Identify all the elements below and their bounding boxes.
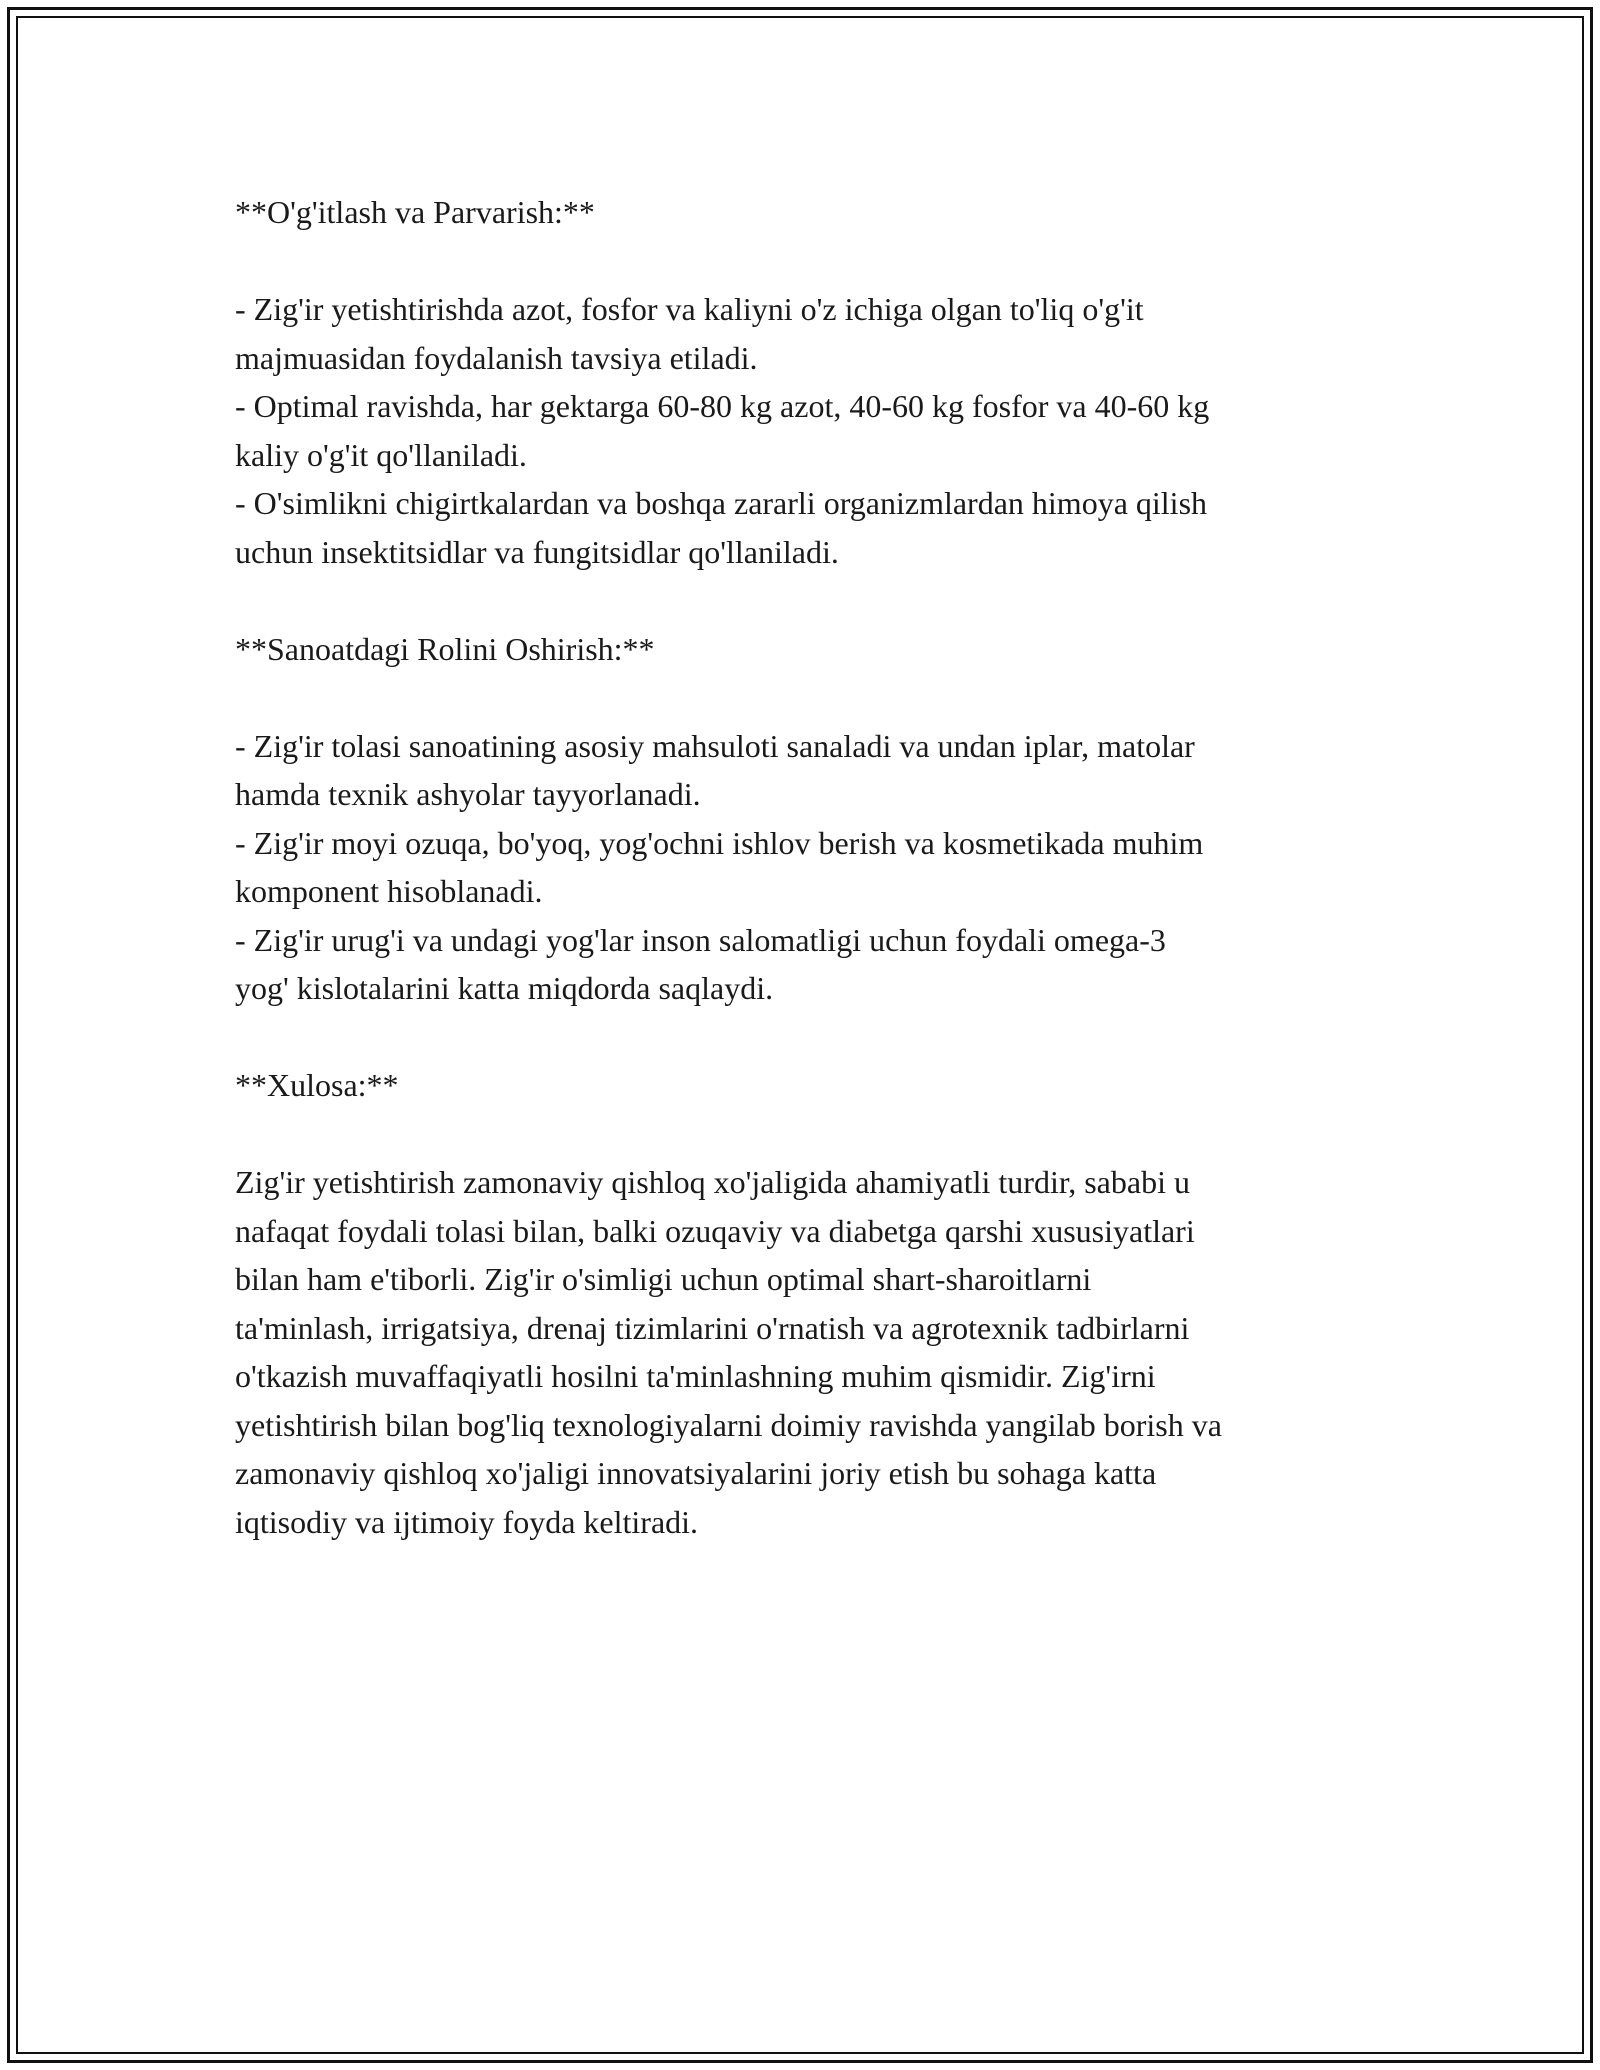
list-item-line: - Zig'ir urug'i va undagi yog'lar inson salomatligi uchun foydali omega-3 (235, 921, 1166, 958)
spacer (235, 1013, 1395, 1062)
spacer (235, 673, 1395, 722)
list-item-line: uchun insektitsidlar va fungitsidlar qo'llaniladi. (235, 533, 839, 570)
list-item-line: hamda texnik ashyolar tayyorlanadi. (235, 776, 701, 812)
spacer (235, 237, 1395, 286)
section-heading: **Sanoatdagi Rolini Oshirish:** (235, 630, 655, 667)
list-item-line: komponent hisoblanadi. (235, 873, 543, 909)
conclusion-paragraph (235, 1158, 1395, 1546)
list-item-line: - O'simlikni chigirtkalardan va boshqa zararli organizmlardan himoya qilish (235, 485, 1208, 521)
paragraph-line: yetishtirish bilan bog'liq texnologiyalarni doimiy ravishda yangilab borish va (235, 1406, 1222, 1443)
list-item-line: yog' kislotalarini katta miqdorda saqlaydi. (235, 970, 774, 1006)
paragraph-line: bilan ham e'tiborli. Zig'ir o'simligi uchun optimal shart-sharoitlarni (235, 1261, 1092, 1297)
section-fertilizing-care (235, 188, 1395, 576)
list-item (235, 722, 1395, 819)
list-item (235, 382, 1395, 479)
list-item (235, 479, 1395, 576)
paragraph-line: o'tkazish muvaffaqiyatli hosilni ta'minlashning muhim qismidir. Zig'irni (235, 1358, 1156, 1394)
list-item-line: - Optimal ravishda, har gektarga 60-80 kg azot, 40-60 kg fosfor va 40-60 kg (235, 388, 1210, 424)
list-item (235, 916, 1395, 1013)
section-industry-role (235, 625, 1395, 1013)
list-item-line: majmuasidan foydalanish tavsiya etiladi. (235, 339, 758, 376)
spacer (235, 576, 1395, 625)
paragraph-line: nafaqat foydali tolasi bilan, balki ozuqaviy va diabetga qarshi xususiyatlari (235, 1212, 1195, 1249)
section-heading: **Xulosa:** (235, 1067, 399, 1103)
section-conclusion (235, 1061, 1395, 1546)
spacer (235, 1110, 1395, 1159)
list-item-line: - Zig'ir tolasi sanoatining asosiy mahsuloti sanaladi va undan iplar, matolar (235, 727, 1195, 764)
paragraph-line: iqtisodiy va ijtimoiy foyda keltiradi. (235, 1503, 699, 1540)
list-item-line: - Zig'ir moyi ozuqa, bo'yoq, yog'ochni ishlov berish va kosmetikada muhim (235, 824, 1204, 861)
paragraph-line: zamonaviy qishloq xo'jaligi innovatsiyalarini joriy etish bu sohaga katta (235, 1455, 1157, 1491)
paragraph-line: Zig'ir yetishtirish zamonaviy qishloq xo'jaligida ahamiyatli turdir, sababi u (235, 1164, 1190, 1200)
document-body (235, 188, 1395, 1546)
list-item (235, 285, 1395, 382)
section-heading: **O'g'itlash va Parvarish:** (235, 194, 595, 230)
list-item (235, 819, 1395, 916)
paragraph-line: ta'minlash, irrigatsiya, drenaj tizimlarini o'rnatish va agrotexnik tadbirlarni (235, 1309, 1190, 1346)
list-item-line: - Zig'ir yetishtirishda azot, fosfor va kaliyni o'z ichiga olgan to'liq o'g'it (235, 291, 1144, 327)
list-item-line: kaliy o'g'it qo'llaniladi. (235, 436, 527, 473)
